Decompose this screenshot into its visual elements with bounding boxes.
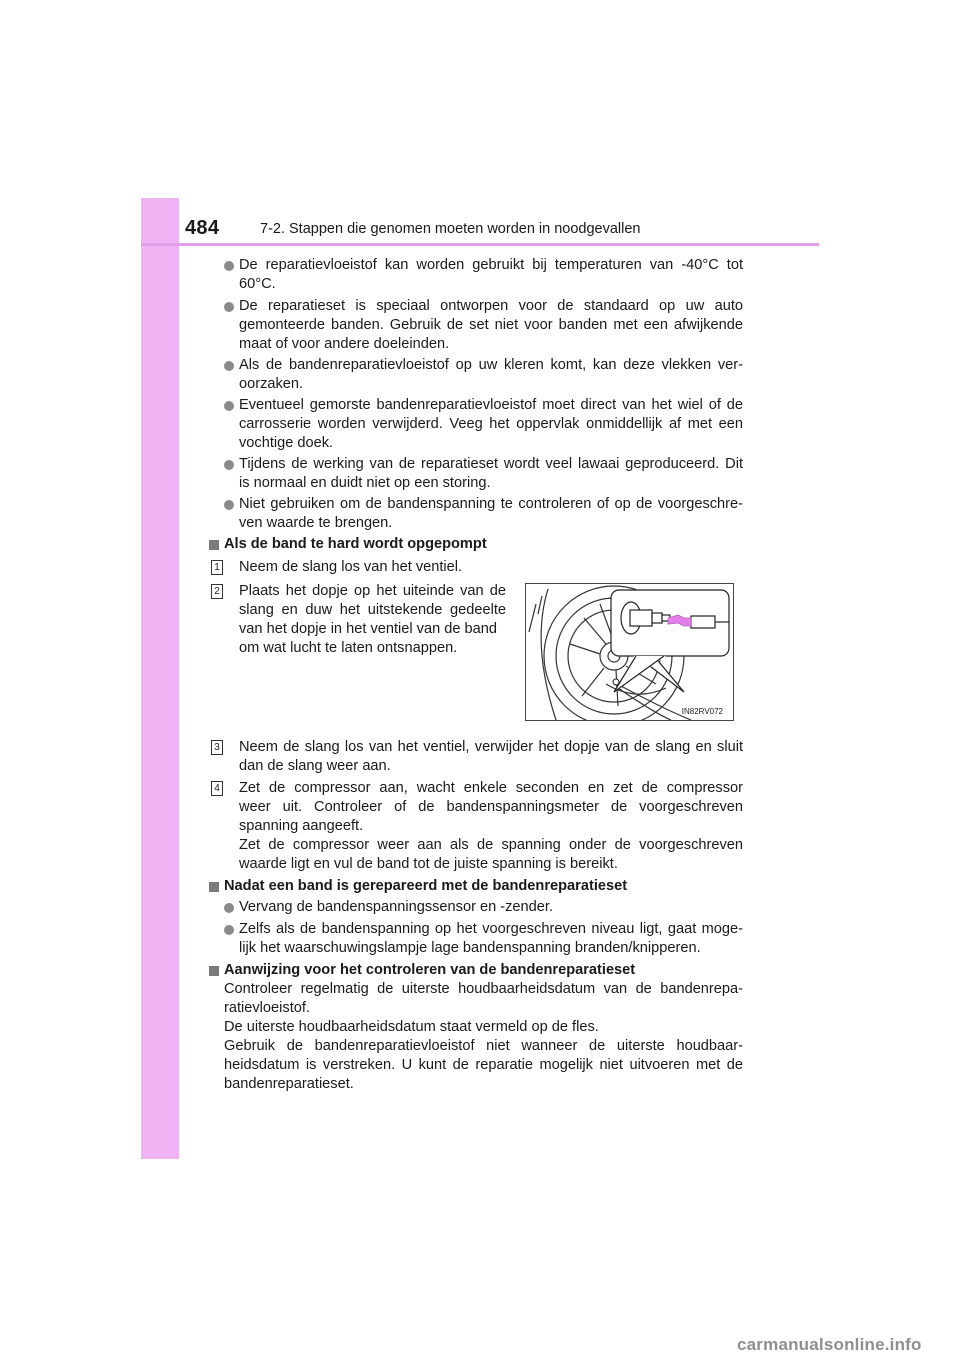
bullet-icon <box>224 925 234 935</box>
step-text: slang en duw het uitstekende gedeelte <box>239 602 506 618</box>
bullet-text: lijk het waarschuwingslampje lage bandenspanning branden/knipperen. <box>239 940 701 956</box>
paragraph-line: Gebruik de bandenreparatievloeistof niet wanneer de uiterste houdbaar- <box>224 1038 743 1054</box>
bullet-text: maat of voor andere doeleinden. <box>239 336 450 352</box>
paragraph-line: De uiterste houdbaarheidsdatum staat vermeld op de fles. <box>224 1019 599 1035</box>
bullet-text: ven waarde te brengen. <box>239 515 393 531</box>
bullet-icon <box>224 500 234 510</box>
bullet-text: De reparatieset is speciaal ontworpen voor de standaard op uw auto <box>239 298 743 314</box>
section-title: Als de band te hard wordt opgepompt <box>224 536 487 552</box>
step-text: Zet de compressor weer aan als de spanning onder de voorgeschreven <box>239 837 743 853</box>
bullet-text: Tijdens de werking van de reparatieset wordt veel lawaai geproduceerd. Dit <box>239 456 743 472</box>
bullet-text: gemonteerde banden. Gebruik de set niet voor banden met een afwijkende <box>239 317 743 333</box>
step-number-box: 3 <box>211 740 223 755</box>
step-text: Zet de compressor aan, wacht enkele seconden en zet de compressor <box>239 780 743 796</box>
step-text: Neem de slang los van het ventiel, verwijder het dopje van de slang en sluit <box>239 739 743 755</box>
section-title: Aanwijzing voor het controleren van de bandenreparatieset <box>224 962 636 978</box>
bullet-text: 60°C. <box>239 276 276 292</box>
chapter-side-tab <box>141 198 179 1159</box>
bullet-text: carrosserie worden verwijderd. Veeg het oppervlak onmiddellijk af met een <box>239 416 743 432</box>
bullet-icon <box>224 261 234 271</box>
paragraph-line: heidsdatum is verstreken. U kunt de reparatie mogelijk niet uitvoeren met de <box>224 1057 743 1073</box>
bullet-text: Eventueel gemorste bandenreparatievloeistof moet direct van het wiel of de <box>239 397 743 413</box>
section-title: Nadat een band is gerepareerd met de bandenreparatieset <box>224 878 628 894</box>
section-marker-icon <box>209 540 219 550</box>
bullet-icon <box>224 460 234 470</box>
step-text: spanning aangeeft. <box>239 818 364 834</box>
tire-valve-illustration <box>525 583 734 721</box>
step-text: Neem de slang los van het ventiel. <box>239 559 463 575</box>
bullet-text: is normaal en duidt niet op een storing. <box>239 475 491 491</box>
step-text: dan de slang weer aan. <box>239 758 391 774</box>
step-text: waarde ligt en vul de band tot de juiste spanning is bereikt. <box>239 856 618 872</box>
bullet-text: oorzaken. <box>239 376 304 392</box>
step-number-box: 2 <box>211 584 223 599</box>
bullet-icon <box>224 903 234 913</box>
step-number-box: 4 <box>211 781 223 796</box>
paragraph-line: Controleer regelmatig de uiterste houdbaarheidsdatum van de bandenrepa- <box>224 981 743 997</box>
step-text: Plaats het dopje op het uiteinde van de <box>239 583 506 599</box>
figure-code: IN82RV072 <box>681 707 723 716</box>
bullet-text: De reparatievloeistof kan worden gebruikt bij temperaturen van -40°C tot <box>239 257 743 273</box>
bullet-icon <box>224 361 234 371</box>
step-text: om wat lucht te laten ontsnappen. <box>239 640 458 656</box>
section-header-title: 7-2. Stappen die genomen moeten worden in noodgevallen <box>260 221 641 237</box>
section-marker-icon <box>209 882 219 892</box>
page-number: 484 <box>185 217 220 239</box>
tire-wheel-drawing <box>526 584 733 720</box>
bullet-text: Als de bandenreparatievloeistof op uw kleren komt, kan deze vlekken ver- <box>239 357 743 373</box>
bullet-text: Niet gebruiken om de bandenspanning te controleren of op de voorgeschre- <box>239 496 743 512</box>
bullet-text: vochtige doek. <box>239 435 334 451</box>
bullet-icon <box>224 401 234 411</box>
watermark-link[interactable]: carmanualsonline.info <box>737 1335 922 1354</box>
bullet-icon <box>224 302 234 312</box>
step-text: weer uit. Controleer of de bandenspanningsmeter de voorgeschreven <box>239 799 743 815</box>
step-text: van het dopje in het ventiel van de band <box>239 621 498 637</box>
paragraph-line: ratievloeistof. <box>224 1000 310 1016</box>
header-rule <box>141 243 819 246</box>
bullet-text: Zelfs als de bandenspanning op het voorgeschreven niveau ligt, gaat moge- <box>239 921 743 937</box>
step-number-box: 1 <box>211 560 223 575</box>
section-marker-icon <box>209 966 219 976</box>
paragraph-line: bandenreparatieset. <box>224 1076 354 1092</box>
bullet-text: Vervang de bandenspanningssensor en -zender. <box>239 899 554 915</box>
